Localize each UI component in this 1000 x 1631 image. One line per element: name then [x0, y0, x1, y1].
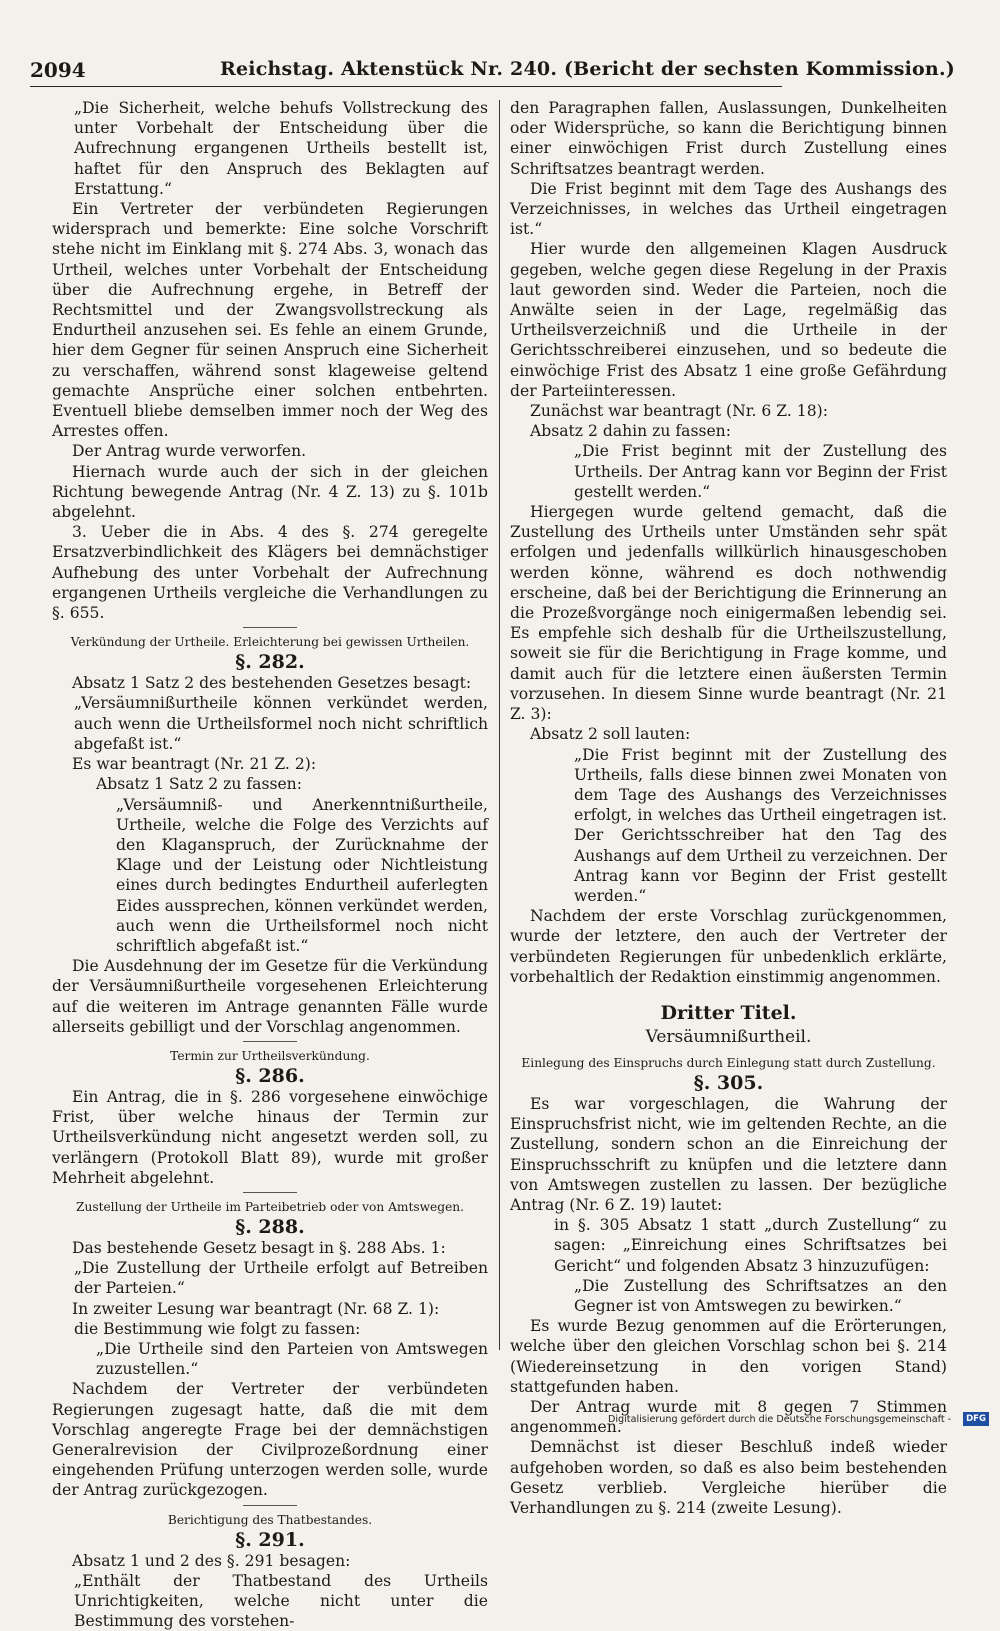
page-header [30, 56, 955, 87]
section-number: §. 305. [693, 1071, 764, 1094]
paragraph: Zunächst war beantragt (Nr. 6 Z. 18): [530, 402, 828, 421]
title-heading: Dritter Titel. [660, 1001, 797, 1024]
paragraph: Der Antrag wurde verworfen. [72, 442, 307, 461]
right-column [510, 98, 947, 1518]
subtitle-heading: Versäumnißurtheil. [645, 1026, 812, 1047]
quote: „Die Frist beginnt mit der Zustellung des Urtheils. Der Antrag kann vor Beginn der Frist gestellt werden.“ [574, 442, 947, 501]
section-heading: Verkündung der Urtheile. Erleichterung bei gewissen Urtheilen. [70, 635, 470, 650]
quote: „Enthält der Thatbestand des Urtheils Unrichtigkeiten, welche nicht unter die Bestimmung des vorstehen- [74, 1571, 488, 1631]
page-number: 2094 [30, 58, 86, 82]
paragraph: Absatz 1 Satz 2 zu fassen: [96, 775, 302, 794]
section-heading: Zustellung der Urtheile im Parteibetrieb oder von Amtswegen. [76, 1199, 464, 1214]
paragraph: 3. Ueber die in Abs. 4 des §. 274 geregelte Ersatzverbindlichkeit des Klägers bei demnächstiger Aufhebung des unter Vorbehalt der Aufrechnung ergangenen Urtheils vergleiche die Verhandlungen zu §. 655. [52, 523, 488, 623]
paragraph: Absatz 1 Satz 2 des bestehenden Gesetzes besagt: [72, 674, 472, 693]
paragraph: Absatz 2 dahin zu fassen: [530, 422, 731, 441]
paragraph: Hiergegen wurde geltend gemacht, daß die Zustellung des Urtheils unter Umständen sehr spät erfolgen und jedenfalls willkürlich hinausgeschoben werden könne, während es doch nothwendig erscheine, daß bei der Berichtigung die Erinnerung an die Prozeßvorgänge noch einigermaßen lebendig sei. Es empfehle sich deshalb für die Urtheilszustellung, soweit sie für die Berichtigung in Frage komme, und damit auch für die letztere einen äußersten Termin vorzusehen. In diesem Sinne wurde beantragt (Nr. 21 Z. 3): [510, 503, 947, 724]
quote: „Versäumnißurtheile können verkündet werden, auch wenn die Urtheilsformel noch nicht schriftlich abgefaßt ist.“ [74, 694, 488, 753]
section-number: §. 291. [235, 1528, 305, 1551]
paragraph: Der Antrag wurde mit 8 gegen 7 Stimmen angenommen. [510, 1397, 947, 1437]
paragraph: Ein Antrag, die in §. 286 vorgesehene einwöchige Frist, über welche hinaus der Termin zur Urtheilsverkündung nicht angesetzt werden soll, zu verlängern (Protokoll Blatt 89), wurde mit großer Mehrheit abgelehnt. [52, 1087, 488, 1187]
section-rule [243, 1041, 297, 1042]
paragraph: „Die Sicherheit, welche behufs Vollstreckung des unter Vorbehalt der Entscheidung über die Aufrechnung ergangenen Urtheils bestellt ist, haftet für den Anspruch des Beklagten auf Erstattung.“ [74, 99, 488, 198]
paragraph: Absatz 1 und 2 des §. 291 besagen: [72, 1551, 351, 1570]
paragraph: Das bestehende Gesetz besagt in §. 288 Abs. 1: [72, 1238, 446, 1257]
paragraph: Es war beantragt (Nr. 21 Z. 2): [72, 755, 317, 774]
paragraph: Die Frist beginnt mit dem Tage des Aushangs des Verzeichnisses, in welches das Urtheil eingetragen ist.“ [510, 179, 947, 239]
paragraph: Absatz 2 soll lauten: [530, 725, 691, 744]
quote: „Die Frist beginnt mit der Zustellung des Urtheils, falls diese binnen zwei Monaten von dem Tage des Aushangs des Verzeichnisses erfolgt, in welches das Urtheil eingetragen ist. Der Gerichtsschreiber hat den Tag des Aushangs auf dem Urtheil zu verzeichnen. Der Antrag kann vor Beginn der Frist gestellt werden.“ [574, 745, 947, 905]
section-rule [243, 1192, 297, 1193]
paragraph: Nachdem der Vertreter der verbündeten Regierungen zugesagt hatte, daß die mit dem Vorschlag angeregte Frage bei der demnächstigen Generalrevision der Civilprozeßordnung einer eingehenden Prüfung unterzogen werden solle, wurde der Antrag zurückgezogen. [52, 1380, 488, 1500]
paragraph: Hiernach wurde auch der sich in der gleichen Richtung bewegende Antrag (Nr. 4 Z. 13) zu §. 101b abgelehnt. [52, 462, 488, 522]
paragraph: Ein Vertreter der verbündeten Regierungen widersprach und bemerkte: Eine solche Vorschrift stehe nicht im Einklang mit §. 274 Abs. 3, wonach das Urtheil, welches unter Vorbehalt der Entscheidung über die Aufrechnung ergehe, in Betreff der Rechtsmittel und der Zwangsvollstreckung als Endurtheil anzusehen sei. Es fehle an einem Grunde, hier dem Gegner für seinen Anspruch eine Sicherheit zu verschaffen, während sonst klageweise geltend gemachte Ansprüche einer solchen entbehrten. Eventuell bliebe demselben immer noch der Weg des Arrestes offen. [52, 200, 488, 441]
section-heading: Einlegung des Einspruchs durch Einlegung statt durch Zustellung. [521, 1055, 936, 1070]
section-rule [243, 627, 297, 628]
paragraph: Es war vorgeschlagen, die Wahrung der Einspruchsfrist nicht, wie im geltenden Rechte, an die Zustellung, sondern schon an die Einreichung der Einspruchsschrift zu knüpfen und die letztere dann von Amtswegen zustellen zu lassen. Der bezügliche Antrag (Nr. 6 Z. 19) lautet: [510, 1094, 947, 1214]
paragraph: In zweiter Lesung war beantragt (Nr. 68 Z. 1): [72, 1299, 440, 1318]
paragraph: den Paragraphen fallen, Auslassungen, Dunkelheiten oder Widersprüche, so kann die Berichtigung binnen einer einwöchigen Frist durch Zustellung eines Schriftsatzes beantragt werden. [510, 99, 947, 178]
paragraph: Nachdem der erste Vorschlag zurückgenommen, wurde der letztere, den auch der Vertreter der verbündeten Regierungen für unbedenklich erklärte, vorbehaltlich der Redaktion einstimmig angenommen. [510, 907, 947, 986]
paragraph: Hier wurde den allgemeinen Klagen Ausdruck gegeben, welche gegen diese Regelung in der Praxis laut geworden sind. Weder die Parteien, noch die Anwälte seien in der Lage, regelmäßig das Urtheilsverzeichniß und die Urtheile in der Gerichtsschreiberei einzusehen, und so bedeute die einwöchige Frist des Absatz 1 eine große Gefährdung der Parteiinteressen. [510, 240, 947, 400]
section-heading: Berichtigung des Thatbestandes. [167, 1512, 373, 1527]
section-number: §. 286. [235, 1064, 305, 1087]
quote: „Die Zustellung der Urtheile erfolgt auf Betreiben der Parteien.“ [74, 1259, 488, 1298]
running-title: Reichstag. Aktenstück Nr. 240. (Bericht der sechsten Kommission.) [220, 58, 955, 80]
section-rule [243, 1505, 297, 1506]
section-number: §. 288. [235, 1215, 305, 1238]
paragraph: Demnächst ist dieser Beschluß indeß wieder aufgehoben worden, so daß es also beim bestehenden Gesetz verblieb. Vergleiche hierüber die Verhandlungen zu §. 214 (zweite Lesung). [510, 1438, 947, 1517]
quote: „Die Zustellung des Schriftsatzes an den Gegner ist von Amtswegen zu bewirken.“ [574, 1276, 947, 1315]
paragraph: die Bestimmung wie folgt zu fassen: [74, 1319, 361, 1338]
quote: „Versäumniß- und Anerkenntnißurtheile, Urtheile, welche die Folge des Verzichts auf den Klaganspruch, der Zurücknahme der Klage und der Leistung oder Nichtleistung eines durch bedingtes Endurtheil auferlegten Eides aussprechen, können verkündet werden, auch wenn die Urtheilsformel noch nicht schriftlich abgefaßt ist.“ [116, 795, 488, 955]
paragraph: in §. 305 Absatz 1 statt „durch Zustellung“ zu sagen: „Einreichung eines Schriftsatzes bei Gericht“ und folgenden Absatz 3 hinzuzufügen: [554, 1216, 947, 1275]
paragraph: Es wurde Bezug genommen auf die Erörterungen, welche über den gleichen Vorschlag schon bei §. 214 (Wiedereinsetzung in den vorigen Stand) stattgefunden haben. [510, 1317, 947, 1396]
paragraph: Die Ausdehnung der im Gesetze für die Verkündung der Versäumnißurtheile vorgesehenen Erleichterung auf die weiteren im Antrage genannten Fälle wurde allerseits gebilligt und der Vorschlag angenommen. [52, 957, 488, 1036]
section-heading: Termin zur Urtheilsverkündung. [170, 1048, 370, 1063]
column-divider [499, 100, 500, 1350]
section-number: §. 282. [235, 651, 305, 674]
left-column [52, 98, 488, 1631]
digitization-credit: Digitalisierung gefördert durch die Deutsche Forschungsgemeinschaft - [608, 1414, 952, 1425]
dfg-logo: DFG [963, 1412, 989, 1426]
quote: „Die Urtheile sind den Parteien von Amtswegen zuzustellen.“ [96, 1339, 488, 1379]
